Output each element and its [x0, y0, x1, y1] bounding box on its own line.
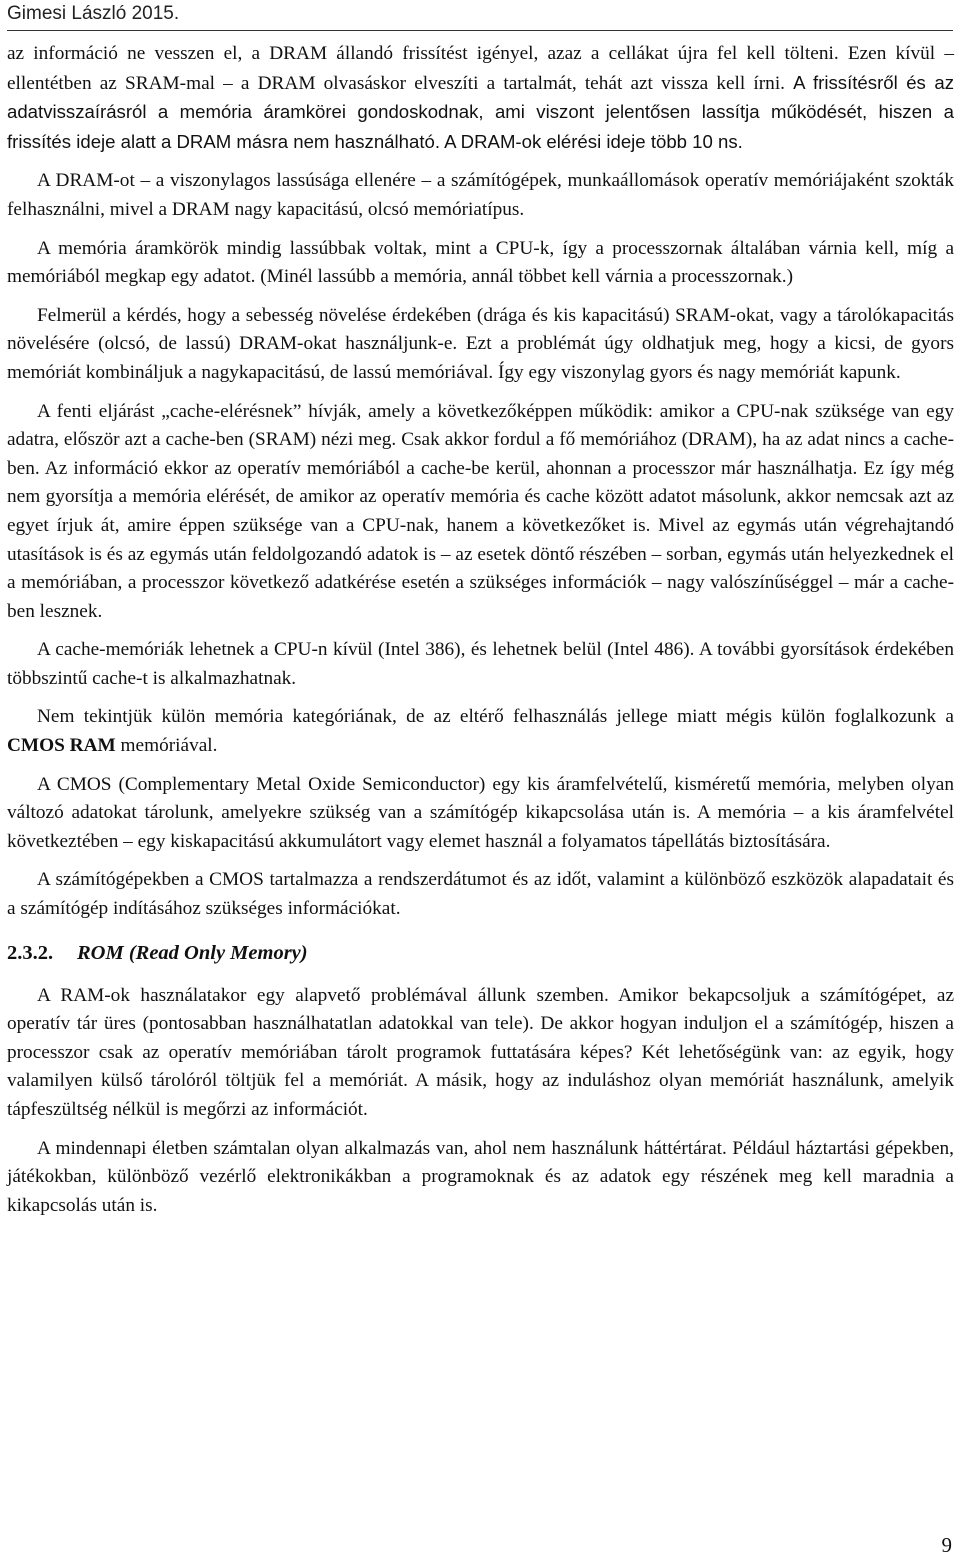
header-divider	[7, 30, 953, 31]
running-header: Gimesi László 2015.	[7, 3, 180, 24]
cmos-intro-text: Nem tekintjük külön memória kategóriának, de az eltérő felhasználás jellege miatt mégis külön foglalkozunk a	[37, 706, 954, 728]
paragraph-cmos-definition: A CMOS (Complementary Metal Oxide Semiconductor) egy kis áramfelvételű, kisméretű memória, melyben olyan változó adatokat tárolunk, amelyekre szükség van a számítógép kikapcsolása után is. A memória – a kis áramfelvétel következtében – egy kiskapacitású akkumulátort vagy elemet használ a folyamatos tápellátás biztosítására.	[7, 773, 954, 852]
page-body	[7, 40, 954, 1230]
paragraph-dram-usage: A DRAM-ot – a viszonylagos lassúsága ellenére – a számítógépek, munkaállomások operatív memóriájaként szokták felhasználni, mivel a DRAM nagy kapacitású, olcsó memóriatípus.	[7, 170, 954, 220]
section-heading	[7, 938, 954, 968]
paragraph-dram-refresh-sans: A frissítésről és az adatvisszaírásról a memória áramkörei gondoskodnak, ami viszont jelentősen lassítja működését, hiszen a frissítés ideje alatt a DRAM másra nem használható. A DRAM-ok elérési ideje több 10 ns.	[7, 71, 954, 152]
cmos-intro-tail: memóriával.	[115, 735, 218, 757]
paragraph-ram-problem: A RAM-ok használatakor egy alapvető problémával állunk szemben. Amikor bekapcsoljuk a számítógépet, az operatív tár üres (pontosabban használhatatlan adatokkal van tele). De akkor hogyan induljon el a számítógép, hiszen a processzor csak az operatív memóriában tárolt programok futtatására képes? Két lehetőségünk van: az egyik, hogy valamilyen külső tárolóról töltjük fel a memóriát. A másik, hogy az induláshoz olyan memóriát használunk, amelyik tápfeszültség nélkül is megőrzi az információt.	[7, 984, 954, 1120]
paragraph-cmos-intro	[7, 703, 954, 760]
section-number: 2.3.2.	[7, 941, 54, 964]
paragraph-cache-access: A fenti eljárást „cache-elérésnek” hívják, amely a következőképpen működik: amikor a CPU-nak szüksége van egy adatra, először azt a cache-ben (SRAM) nézi meg. Csak akkor fordul a fő memóriához (DRAM), ha az adat nincs a cache-ben. Az információ ekkor az operatív memóriából a cache-be kerül, ahonnan a processzor már használhatja. Ez így még nem gyorsítja a memória elérését, de amikor az operatív memória és cache között adatot másolunk, akkor nemcsak azt az egyet írjuk át, amire éppen szüksége van a CPU-nak, hanem a következőket is. Mivel az egymás után végrehajtandó utasítások is és az egymás után feldolgozandó adatok is – az esetek döntő részében – sorban, egymás után helyezkednek el a memóriában, a processzor következő adatkérése esetén a szükséges információk – nagy valószínűséggel – már a cache-ben lesznek.	[7, 400, 954, 622]
section-title: ROM (Read Only Memory)	[77, 941, 308, 964]
paragraph-sram-vs-dram: Felmerül a kérdés, hogy a sebesség növelése érdekében (drága és kis kapacitású) SRAM-okat, vagy a tárolókapacitás növelésére (olcsó, de lassú) DRAM-okat használjunk-e. Ezt a problémát úgy oldhatjuk meg, hogy a kicsi, de gyors memóriát kombináljuk a nagykapacitású, de lassú memóriával. Így egy viszonylag gyors és nagy memóriát kapunk.	[7, 304, 954, 383]
paragraph-dram-refresh	[7, 40, 954, 157]
page-number: 9	[941, 1533, 952, 1557]
paragraph-cache-location: A cache-memóriák lehetnek a CPU-n kívül (Intel 386), és lehetnek belül (Intel 486). A további gyorsítások érdekében többszintű cache-t is alkalmazhatnak.	[7, 639, 954, 689]
cmos-ram-term: CMOS RAM	[7, 735, 116, 757]
paragraph-memory-speed: A memória áramkörök mindig lassúbbak voltak, mint a CPU-k, így a processzornak általában várnia kell, míg a memóriából megkap egy adatot. (Minél lassúbb a memória, annál többet kell várnia a processzornak.)	[7, 237, 954, 288]
paragraph-dram-refresh-serif: az információ ne vesszen el, a DRAM állandó frissítést igényel, azaz a cellákat újra fel kell tölteni. Ezen kívül – ellentétben az SRAM-mal – a DRAM olvasáskor elveszíti a tartalmát, tehát azt vissza kell írni.	[7, 43, 954, 94]
paragraph-everyday-use: A mindennapi életben számtalan olyan alkalmazás van, ahol nem használunk háttértárat. Például háztartási gépekben, játékokban, különböző vezérlő elektronikákban a programoknak és az adatok egy részének meg kell maradnia a kikapcsolás után is.	[7, 1137, 954, 1216]
paragraph-cmos-contents: A számítógépekben a CMOS tartalmazza a rendszerdátumot és az időt, valamint a különböző eszközök alapadatait és a számítógép indításához szükséges információkat.	[7, 869, 954, 920]
